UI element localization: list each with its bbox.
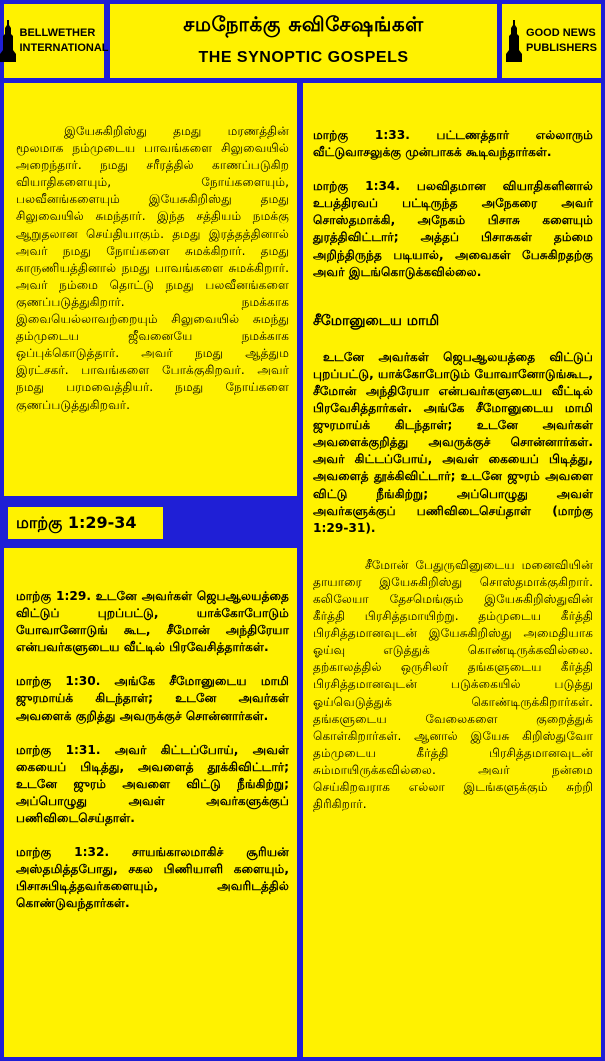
sub-heading: சீமோனுடைய மாமி [313, 312, 440, 329]
title-english: THE SYNOPTIC GOSPELS [198, 49, 409, 66]
story-paragraph: உடனே அவர்கள் ஜெபஆலயத்தை விட்டுப் புறப்பட்டு, யாக்கோபோடும் யோவானோடுங்கூட, சீமோன் அந்திரேயா என்பவர்களுடைய வீட்டில் பிரவேசித்தார்கள். அங்கே சீமோனுடைய மாமி ஜுரமாய்க் கிடந்தாள்; உடனே அவர்கள் அவளைக்குறித்து அவருக்குச் சொன்னார்கள். அவர் கிட்டப்போய், அவள் கையைப் பிடித்து, அவளைத் தூக்கிவிட்டார்; உடனே ஜுரம் அவளை விட்டு நீங்கிற்று; அப்பொழுது அவள் அவர்களுக்குப் பணிவிடைசெய்தாள் (மாற்கு 1:29-31). [313, 349, 593, 535]
logo-line: INTERNATIONAL [19, 42, 109, 54]
verse: மாற்கு 1:32. சாயங்காலமாகிச் சூரியன் அஸ்தமித்தபோது, சகல பிணியாளி களையும், பிசாசுபிடித்தவர்களையும், அவரிடத்தில் கொண்டுவந்தார்கள். [16, 845, 289, 911]
section-heading: மாற்கு 1:29-34 [16, 513, 137, 532]
title-box [110, 4, 497, 78]
verse: மாற்கு 1:29. உடனே அவர்கள் ஜெபஆலயத்தை விட்டுப் புறப்பட்டு, யாக்கோபோடும் யோவானோடுங் கூட, சீமோன் அந்திரேயா என்பவர்களுடைய வீட்டில் பிரவேசித்தார்கள். [16, 589, 289, 655]
verses-left-box [4, 548, 297, 1057]
verse: மாற்கு 1:33. பட்டணத்தார் எல்லாரும் வீட்டுவாசலுக்கு முன்பாகக் கூடிவந்தார்கள். [313, 128, 593, 160]
logo-line: PUBLISHERS [526, 42, 597, 54]
title-tamil: சமநோக்கு சுவிசேஷங்கள் [183, 12, 424, 36]
bellwether-logo [4, 4, 109, 78]
closing-paragraph: சீமோன் பேதுருவினுடைய மனைவியின் தாயாரை இயேசுகிறிஸ்து சொஸ்தமாக்குகிறார். கலிலேயா தேசமெங்கும் இயேசுகிறிஸ்துவின் கீர்த்தி பிரசித்தமாயிற்று. தம்முடைய கீர்த்தி பிரசித்தமானவுடன் இயேசுகிறிஸ்து அமைதியாக ஓய்வு எடுத்துக் கொண்டிருக்கவில்லை. தற்காலத்தில் ஒருசிலர் தங்களுடைய கீர்த்தி பிரசித்தமானவுடன் படுக்கையில் படுத்து ஓய்வெடுத்துக் கொண்டிருக்கிறார்கள். தங்களுடைய வேலைகளை குறைத்துக் கொள்கிறார்கள். ஆனால் இயேசு கிறிஸ்துவோ தம்முடைய கீர்த்தி பிரசித்தமானவுடன் சும்மாயிருக்கவில்லை. அவர் நன்மை செய்கிறவராக எல்லா இடங்களுக்கும் சுற்றி திரிகிறார். [313, 557, 593, 812]
verse: மாற்கு 1:31. அவர் கிட்டப்போய், அவள் கையைப் பிடித்து, அவளைத் தூக்கிவிட்டார்; உடனே ஜுரம் அவளை விட்டு நீங்கிற்று; அப்பொழுது அவள் அவர்களுக்குப் பணிவிடைசெய்தாள். [16, 742, 289, 826]
right-column [303, 83, 601, 1057]
verse: மாற்கு 1:30. அங்கே சீமோனுடைய மாமி ஜுரமாய்க் கிடந்தாள்; உடனே அவர்கள் அவளைக் குறித்து அவருக்குச் சொன்னார்கள். [16, 674, 289, 723]
tower-icon [506, 20, 522, 62]
logo-line: GOOD NEWS [526, 27, 596, 39]
intro-box [4, 83, 297, 496]
logo-line: BELLWETHER [19, 27, 96, 39]
tower-icon [0, 20, 16, 62]
verse: மாற்கு 1:34. பலவிதமான வியாதிகளினால் உபத்திரவப் பட்டிருந்த அநேகரை அவர் சொஸ்தமாக்கி, அநேகம் பிசாசு களையும் துரத்திவிட்டார்; அத்தப் பிசாசுகள் தம்மை அறிந்திருந்த படியால், அவைகள் பேசுகிறதற்கு அவர் இடங்கொடுக்கவில்லை. [313, 179, 593, 279]
intro-paragraph: இயேசுகிறிஸ்து தமது மரணத்தின் மூலமாக நம்முடைய பாவங்களை சிலுவையில் அறைந்தார். நமது சரீரத்தில் காணப்படுகிற வியாதிகளையும், நோய்களையும், பலவீனங்களையும் இயேசுகிறிஸ்து தமது சிலுவையில் சுமந்தார். இந்த சத்தியம் நமக்கு ஆறுதலான செய்தியாகும். தமது இரத்தத்தினால் அவர் நமது நோய்களை சுமக்கிறார். தமது காருணியத்தினால் நமது பாவங்களை சுமக்கிறார். அவர் நம்மை தொட்டு நமது பலவீனங்களை குணப்படுத்துகிறார். நமக்காக இவையெல்லாவற்றையும் சிலுவையில் சுமந்து தம்முடைய ஜீவனையே நமக்காக ஒப்புக்கொடுத்தார். அவர் நமது ஆத்தும இரட்சகர். பாவங்களை போக்குகிறவர். அவர் நமது பரமவைத்தியர். நமது நோய்களை குணப்படுத்துகிறவர். [16, 124, 289, 412]
good-news-logo [502, 4, 601, 78]
section-heading-box [4, 503, 167, 543]
